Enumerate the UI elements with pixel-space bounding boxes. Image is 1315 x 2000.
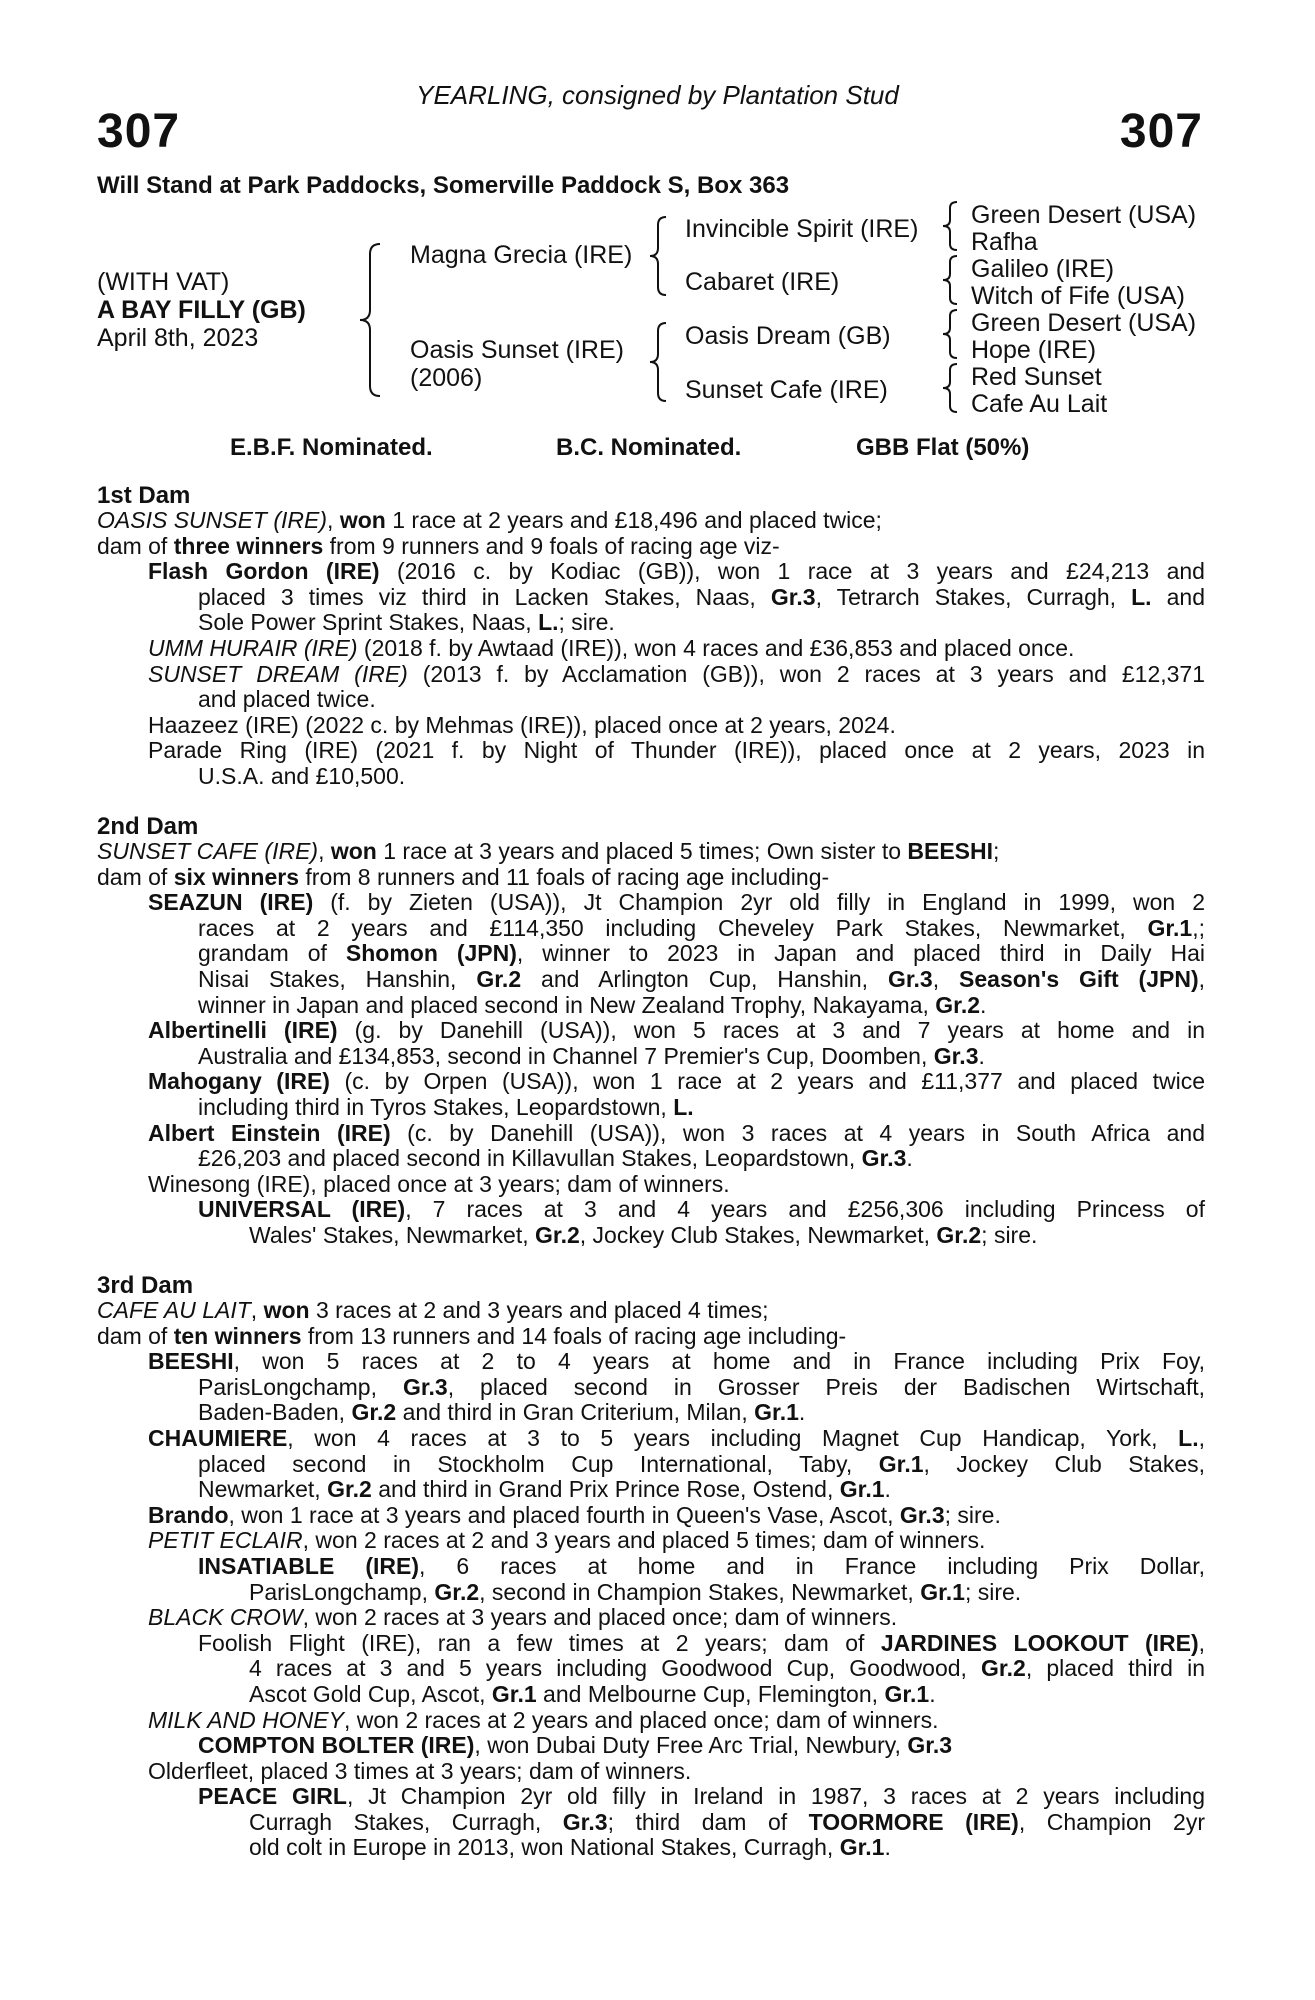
- text-run: ,: [1198, 1629, 1205, 1656]
- text-line: [97, 559, 1205, 585]
- section-title-1st-dam: 1st Dam: [97, 482, 191, 509]
- g4-5: Green Desert (USA): [971, 309, 1197, 337]
- text-line: [97, 1375, 1205, 1401]
- bold-text: Gr.2: [327, 1476, 372, 1503]
- bold-text: Gr.3: [770, 583, 816, 610]
- text-run: ,: [318, 838, 331, 864]
- nomination-gbb: GBB Flat (50%): [856, 434, 1030, 461]
- nomination-ebf: E.B.F. Nominated.: [230, 434, 433, 461]
- text-run: and Melbourne Cup, Flemington,: [536, 1680, 885, 1707]
- text-run: , Jockey Club Stakes, Newmarket,: [579, 1221, 937, 1248]
- text-line: [97, 1018, 1205, 1044]
- text-line: [97, 585, 1205, 611]
- text-run: 4 races at 3 and 5 years including Goodwood Cup, Goodwood,: [249, 1655, 982, 1682]
- bold-text: Flash Gordon (IRE): [148, 558, 380, 585]
- text-line: [97, 941, 1205, 967]
- text-run: .: [798, 1399, 806, 1426]
- text-line: [97, 916, 1205, 942]
- sire-name: Magna Grecia (IRE): [410, 241, 633, 269]
- text-line: [97, 1400, 1205, 1426]
- bold-text: L.: [1178, 1424, 1199, 1451]
- text-run: .: [884, 1476, 891, 1503]
- g4-3: Galileo (IRE): [971, 255, 1115, 283]
- g4-7: Red Sunset: [971, 363, 1102, 391]
- italic-text: OASIS SUNSET (IRE): [97, 507, 328, 533]
- text-run: U.S.A. and £10,500.: [198, 762, 406, 789]
- bold-text: Albertinelli (IRE): [148, 1017, 338, 1044]
- text-line: [97, 890, 1205, 916]
- text-run: (c. by Danehill (USA)), won 3 races at 4 years in South Africa and: [390, 1119, 1205, 1146]
- bold-text: JARDINES LOOKOUT (IRE): [880, 1629, 1199, 1656]
- text-run: (2018 f. by Awtaad (IRE)), won 4 races and £36,853 and placed once.: [357, 634, 1075, 661]
- lot-number-left: 307: [97, 105, 181, 158]
- text-run: , winner to 2023 in Japan and placed third in Daily Hai: [516, 940, 1205, 967]
- bold-text: Gr.1: [1147, 914, 1193, 941]
- bold-text: Gr.2: [476, 965, 522, 992]
- bold-text: BEESHI: [148, 1348, 234, 1375]
- text-line: [97, 865, 1205, 891]
- bold-text: Albert Einstein (IRE): [148, 1119, 391, 1146]
- text-run: Baden-Baden,: [198, 1399, 352, 1426]
- text-run: (c. by Orpen (USA)), won 1 race at 2 years and £11,377 and placed twice: [329, 1068, 1206, 1095]
- italic-text: UMM HURAIR (IRE): [148, 634, 358, 661]
- bold-text: Gr.2: [535, 1221, 580, 1248]
- bold-text: Gr.3: [933, 1042, 979, 1069]
- text-line: [97, 1528, 1205, 1554]
- stand-location: Will Stand at Park Paddocks, Somerville Paddock S, Box 363: [97, 172, 790, 199]
- text-run: including third in Tyros Stakes, Leopardstown,: [198, 1093, 674, 1120]
- text-run: Australia and £134,853, second in Channel 7 Premier's Cup, Doomben,: [198, 1042, 934, 1069]
- text-line: [97, 1298, 1205, 1324]
- text-line: [97, 662, 1205, 688]
- bold-text: L.: [538, 609, 559, 636]
- text-line: [97, 1554, 1205, 1580]
- text-run: Winesong (IRE), placed once at 3 years; dam of winners.: [148, 1170, 730, 1197]
- text-run: Foolish Flight (IRE), ran a few times at 2 years; dam of: [198, 1629, 881, 1656]
- text-run: ParisLongchamp,: [249, 1578, 435, 1605]
- text-run: , Champion 2yr: [1018, 1808, 1205, 1835]
- text-line: [97, 1172, 1205, 1198]
- bold-text: TOORMORE (IRE): [808, 1808, 1019, 1835]
- bold-text: three winners: [173, 532, 324, 559]
- section-body-3rd-dam: [97, 1298, 1205, 1861]
- text-line: [97, 839, 1205, 865]
- italic-text: SUNSET CAFE (IRE): [97, 838, 319, 864]
- section-title-3rd-dam: 3rd Dam: [97, 1272, 194, 1299]
- text-line: [97, 1682, 1205, 1708]
- text-run: placed 3 times viz third in Lacken Stakes, Naas,: [198, 583, 771, 610]
- consignment-line: YEARLING, consigned by Plantation Stud: [416, 80, 899, 110]
- text-run: from 8 runners and 11 foals of racing age including-: [299, 863, 830, 890]
- text-run: and third in Grand Prix Prince Rose, Ostend,: [371, 1476, 840, 1503]
- text-run: Haazeez (IRE) (2022 c. by Mehmas (IRE)), placed once at 2 years, 2024.: [148, 711, 896, 738]
- g4-6: Hope (IRE): [971, 336, 1097, 364]
- bold-text: Gr.2: [351, 1399, 397, 1426]
- text-line: [97, 1197, 1205, 1223]
- text-run: from 9 runners and 9 foals of racing age viz-: [323, 532, 780, 559]
- bold-text: Gr.3: [899, 1501, 945, 1528]
- bold-text: won: [330, 838, 377, 864]
- text-line: [97, 1426, 1205, 1452]
- pedigree-brace-sire: [646, 214, 670, 298]
- text-run: dam of: [97, 1322, 174, 1349]
- text-line: [97, 1349, 1205, 1375]
- text-line: [97, 1146, 1205, 1172]
- text-run: ; sire.: [964, 1578, 1022, 1605]
- bold-text: Gr.2: [936, 1221, 982, 1248]
- section-body-2nd-dam: [97, 839, 1205, 1249]
- text-run: grandam of: [198, 940, 346, 967]
- bold-text: CHAUMIERE: [148, 1424, 288, 1451]
- text-line: [97, 993, 1205, 1019]
- section-body-1st-dam: [97, 508, 1205, 790]
- bold-text: SEAZUN (IRE): [148, 889, 314, 916]
- bold-text: Gr.3: [402, 1373, 448, 1400]
- text-run: Ascot Gold Cup, Ascot,: [249, 1680, 492, 1707]
- text-line: [97, 1095, 1205, 1121]
- text-run: (2016 c. by Kodiac (GB)), won 1 race at 3 years and £24,213 and: [379, 558, 1205, 585]
- text-line: [97, 1324, 1205, 1350]
- g4-1: Green Desert (USA): [971, 201, 1197, 229]
- text-run: ,: [327, 507, 340, 533]
- subject-name: A BAY FILLY (GB): [97, 296, 306, 324]
- text-run: 1 race at 2 years and £18,496 and placed twice;: [385, 507, 882, 533]
- italic-text: MILK AND HONEY: [148, 1706, 344, 1733]
- text-line: [97, 967, 1205, 993]
- bold-text: Gr.3: [907, 1732, 953, 1759]
- bold-text: Gr.1: [878, 1450, 924, 1477]
- sire-dam: Cabaret (IRE): [685, 268, 840, 296]
- text-line: [97, 764, 1205, 790]
- text-line: [97, 713, 1205, 739]
- text-run: races at 2 years and £114,350 including Cheveley Park Stakes, Newmarket,: [198, 914, 1148, 941]
- text-run: and placed twice.: [198, 686, 376, 713]
- bold-text: L.: [673, 1093, 694, 1120]
- bold-text: Gr.3: [562, 1808, 608, 1835]
- text-line: [97, 636, 1205, 662]
- text-line: [97, 1121, 1205, 1147]
- text-run: (f. by Zieten (USA)), Jt Champion 2yr old filly in England in 1999, won 2: [313, 889, 1205, 916]
- text-run: ,;: [1192, 914, 1205, 941]
- text-run: , Jockey Club Stakes,: [923, 1450, 1205, 1477]
- g4-4: Witch of Fife (USA): [971, 282, 1185, 310]
- foaling-date: April 8th, 2023: [97, 324, 259, 352]
- text-run: .: [884, 1834, 891, 1861]
- text-run: Sole Power Sprint Stakes, Naas,: [198, 609, 539, 636]
- text-line: [97, 738, 1205, 764]
- bold-text: UNIVERSAL (IRE): [198, 1196, 406, 1223]
- text-run: Olderfleet, placed 3 times at 3 years; dam of winners.: [148, 1757, 692, 1784]
- bold-text: L.: [1131, 583, 1152, 610]
- text-run: ,: [1198, 965, 1205, 992]
- text-run: (g. by Danehill (USA)), won 5 races at 3 and 7 years at home and in: [337, 1017, 1205, 1044]
- pedigree-brace-g4-2: [940, 254, 960, 306]
- text-run: , won 2 races at 2 years and placed once; dam of winners.: [343, 1706, 939, 1733]
- text-line: [97, 1069, 1205, 1095]
- bold-text: Gr.2: [981, 1655, 1026, 1682]
- text-line: [97, 1452, 1205, 1478]
- g4-8: Cafe Au Lait: [971, 390, 1108, 418]
- pedigree-brace-g4-4: [940, 362, 960, 414]
- text-run: , Jt Champion 2yr old filly in Ireland in 1987, 3 races at 2 years including: [346, 1783, 1205, 1810]
- text-line: [97, 1733, 1205, 1759]
- bold-text: Gr.1: [491, 1680, 537, 1707]
- bold-text: Gr.2: [434, 1578, 480, 1605]
- text-line: [97, 508, 1205, 534]
- bold-text: INSATIABLE (IRE): [198, 1552, 419, 1579]
- text-run: .: [980, 991, 987, 1018]
- bold-text: Gr.1: [839, 1834, 885, 1861]
- text-line: [97, 1784, 1205, 1810]
- bold-text: Gr.2: [935, 991, 981, 1018]
- text-run: 3 races at 2 and 3 years and placed 4 times;: [309, 1297, 769, 1323]
- bold-text: Gr.1: [920, 1578, 965, 1605]
- bold-text: ten winners: [173, 1322, 302, 1349]
- italic-text: CAFE AU LAIT: [97, 1297, 251, 1323]
- text-run: and: [1151, 583, 1206, 610]
- text-run: , won 4 races at 3 to 5 years including Magnet Cup Handicap, York,: [287, 1424, 1179, 1451]
- text-run: ; sire.: [981, 1221, 1038, 1248]
- bold-text: Shomon (JPN): [345, 940, 517, 967]
- dam-name: Oasis Sunset (IRE): [410, 336, 624, 364]
- text-run: , placed second in Grosser Preis der Badischen Wirtschaft,: [447, 1373, 1205, 1400]
- text-run: , won 2 races at 2 and 3 years and placed 5 times; dam of winners.: [302, 1527, 986, 1554]
- bold-text: Gr.3: [887, 965, 933, 992]
- text-run: dam of: [97, 532, 174, 559]
- bold-text: six winners: [173, 863, 299, 890]
- bold-text: Gr.1: [884, 1680, 930, 1707]
- bold-text: Gr.1: [839, 1476, 885, 1503]
- italic-text: SUNSET DREAM (IRE): [148, 660, 408, 687]
- text-run: ; third dam of: [607, 1808, 809, 1835]
- text-run: Wales' Stakes, Newmarket,: [249, 1221, 536, 1248]
- text-run: old colt in Europe in 2013, won National Stakes, Curragh,: [249, 1834, 840, 1861]
- text-line: [97, 1580, 1205, 1606]
- text-line: [97, 1810, 1205, 1836]
- text-line: [97, 1605, 1205, 1631]
- text-run: , won 1 race at 3 years and placed fourth in Queen's Vase, Ascot,: [228, 1501, 900, 1528]
- text-run: .: [978, 1042, 985, 1069]
- text-run: ; sire.: [944, 1501, 1001, 1528]
- italic-text: BLACK CROW: [148, 1604, 303, 1631]
- text-run: , 7 races at 3 and 4 years and £256,306 including Princess of: [405, 1196, 1205, 1223]
- sire-sire: Invincible Spirit (IRE): [685, 215, 919, 243]
- text-line: [97, 1503, 1205, 1529]
- text-run: ParisLongchamp,: [198, 1373, 403, 1400]
- text-line: [97, 687, 1205, 713]
- bold-text: BEESHI: [907, 838, 994, 864]
- text-run: dam of: [97, 863, 174, 890]
- bold-text: won: [263, 1297, 310, 1323]
- section-title-2nd-dam: 2nd Dam: [97, 813, 199, 840]
- vat-note: (WITH VAT): [97, 268, 230, 296]
- bold-text: Gr.3: [861, 1145, 907, 1172]
- text-line: [97, 1477, 1205, 1503]
- italic-text: PETIT ECLAIR: [148, 1527, 303, 1554]
- bold-text: Brando: [148, 1501, 229, 1528]
- text-run: , second in Champion Stakes, Newmarket,: [479, 1578, 921, 1605]
- text-run: winner in Japan and placed second in New Zealand Trophy, Nakayama,: [198, 991, 936, 1018]
- text-run: , placed third in: [1025, 1655, 1205, 1682]
- text-line: [97, 610, 1205, 636]
- text-line: [97, 1223, 1205, 1249]
- lot-number-right: 307: [1119, 105, 1203, 158]
- pedigree-brace-g4-3: [940, 308, 960, 360]
- pedigree-brace-g4-1: [940, 200, 960, 252]
- text-line: [97, 1656, 1205, 1682]
- dam-dam: Sunset Cafe (IRE): [685, 376, 888, 404]
- text-run: , Tetrarch Stakes, Curragh,: [815, 583, 1132, 610]
- text-run: .: [929, 1680, 936, 1707]
- text-run: from 13 runners and 14 foals of racing age including-: [301, 1322, 847, 1349]
- text-line: [97, 534, 1205, 560]
- bold-text: Gr.1: [754, 1399, 799, 1426]
- dam-sire: Oasis Dream (GB): [685, 322, 891, 350]
- g4-2: Rafha: [971, 228, 1038, 256]
- text-run: and Arlington Cup, Hanshin,: [521, 965, 888, 992]
- text-run: , won 2 races at 3 years and placed once; dam of winners.: [302, 1604, 898, 1631]
- text-run: placed second in Stockholm Cup International, Taby,: [198, 1450, 879, 1477]
- bold-text: Mahogany (IRE): [148, 1068, 330, 1095]
- nomination-bc: B.C. Nominated.: [556, 434, 742, 461]
- text-run: Newmarket,: [198, 1476, 328, 1503]
- pedigree-brace-dam: [646, 320, 670, 404]
- text-run: Nisai Stakes, Hanshin,: [198, 965, 477, 992]
- text-run: Curragh Stakes, Curragh,: [249, 1808, 563, 1835]
- dam-year: (2006): [410, 364, 483, 392]
- text-run: .: [906, 1145, 913, 1172]
- text-run: ,: [1198, 1424, 1205, 1451]
- text-line: [97, 1708, 1205, 1734]
- bold-text: won: [339, 507, 386, 533]
- text-run: Parade Ring (IRE) (2021 f. by Night of Thunder (IRE)), placed once at 2 years, 2023 in: [148, 737, 1205, 764]
- text-run: ; sire.: [558, 609, 615, 636]
- text-line: [97, 1835, 1205, 1861]
- text-run: and third in Gran Criterium, Milan,: [396, 1399, 755, 1426]
- text-run: ,: [932, 965, 960, 992]
- text-run: ;: [993, 838, 1000, 864]
- text-run: , won Dubai Duty Free Arc Trial, Newbury,: [474, 1732, 908, 1759]
- text-run: ,: [250, 1297, 264, 1323]
- text-run: , 6 races at home and in France including Prix Dollar,: [419, 1552, 1205, 1579]
- text-run: 1 race at 3 years and placed 5 times; Own sister to: [376, 838, 908, 864]
- text-line: [97, 1759, 1205, 1785]
- pedigree-brace-main: [356, 240, 386, 400]
- bold-text: Season's Gift (JPN): [959, 965, 1199, 992]
- bold-text: COMPTON BOLTER (IRE): [198, 1732, 475, 1759]
- text-run: (2013 f. by Acclamation (GB)), won 2 races at 3 years and £12,371: [407, 660, 1206, 687]
- text-run: , won 5 races at 2 to 4 years at home and in France including Prix Foy,: [233, 1348, 1205, 1375]
- text-line: [97, 1044, 1205, 1070]
- bold-text: PEACE GIRL: [198, 1783, 347, 1810]
- text-line: [97, 1631, 1205, 1657]
- text-run: £26,203 and placed second in Killavullan Stakes, Leopardstown,: [198, 1145, 862, 1172]
